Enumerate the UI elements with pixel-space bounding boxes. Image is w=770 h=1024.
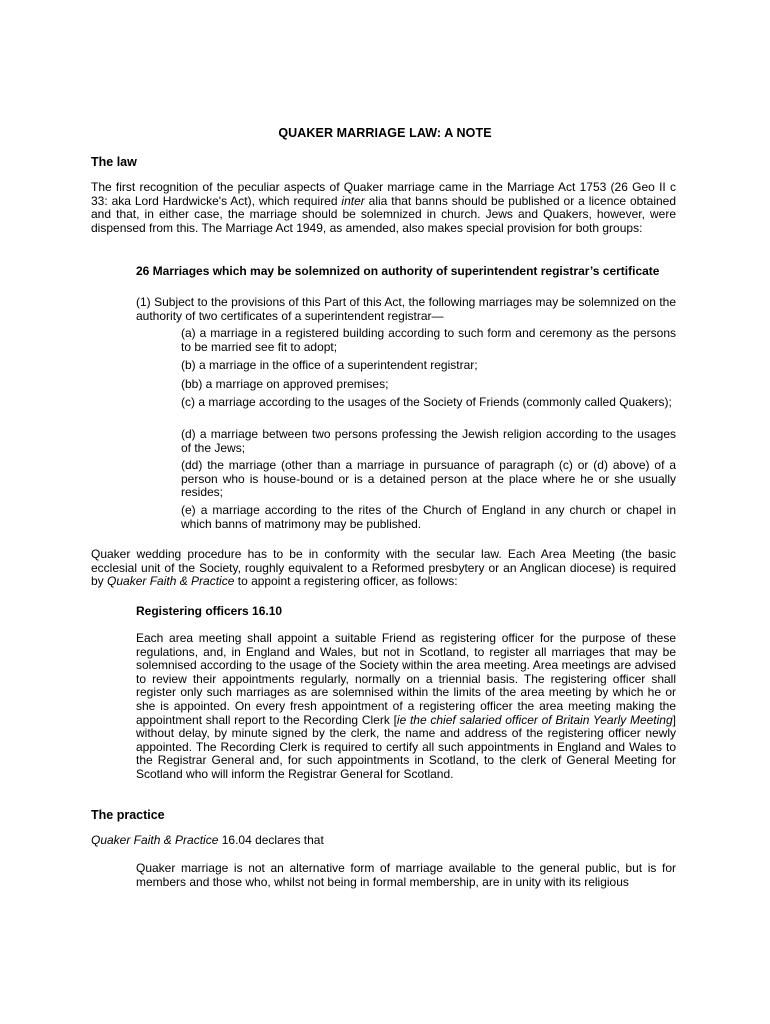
intro-text-1: The first recognition of the peculiar aspects of Quaker marriage came in the Marriage Act 1753 (26 Geo II c 33: aka Lord Hardwicke's Act), which required [91, 180, 676, 208]
procedure-paragraph [91, 548, 676, 589]
registering-heading: Registering officers 16.10 [136, 604, 283, 618]
intro-text-2: alia that banns should be published or a licence obtained and that, in either case, the marriage should be solemnized in church. Jews and Quakers, however, were dispensed from this. The Marriage Act 1949, as amended, also makes special provision for both groups: [91, 193, 677, 235]
intro-italic: inter [341, 193, 365, 208]
practice-text: 16.04 declares that [218, 833, 324, 847]
registering-italic: ie the chief salaried officer of Britain Yearly Meeting [396, 712, 673, 727]
act-item-bb: (bb) a marriage on approved premises; [181, 377, 389, 391]
act-item-b: (b) a marriage in the office of a superintendent registrar; [181, 358, 478, 372]
intro-paragraph [91, 181, 676, 235]
procedure-text-1: Quaker wedding procedure has to be in conformity with the secular law. Each Area Meeting (the basic ecclesial unit of the Society, roughly equivalent to a Reformed presbytery or an Anglican diocese) is required by [91, 547, 676, 589]
procedure-italic: Quaker Faith & Practice [107, 574, 235, 589]
registering-paragraph [136, 632, 676, 782]
act-section-heading: 26 Marriages which may be solemnized on authority of superintendent registrar’s certificate [136, 264, 660, 278]
act-item-e: (e) a marriage according to the rites of the Church of England in any church or chapel in which banns of matrimony may be published. [181, 503, 676, 531]
act-item-c: (c) a marriage according to the usages of the Society of Friends (commonly called Quakers); [181, 395, 672, 409]
practice-intro [91, 834, 676, 848]
quote-paragraph: Quaker marriage is not an alternative form of marriage available to the general public, but is for members and those who, whilst not being in formal membership, are in unity with its religious [136, 861, 676, 889]
section-heading-practice: The practice [91, 808, 165, 822]
act-item-dd: (dd) the marriage (other than a marriage in pursuance of paragraph (c) or (d) above) of a person who is house-bound or is a detained person at the place where he or she usually resides; [181, 458, 676, 500]
act-item-d: (d) a marriage between two persons professing the Jewish religion according to the usages of the Jews; [181, 427, 676, 455]
registering-text-2: ] without delay, by minute signed by the clerk, the name and address of the registering officer newly appointed. The Recording Clerk is required to certify all such appointments in England and Wales to the Registrar General and, for such appointments in Scotland, to the clerk of General Meeting for Scotland who will inform the Registrar General for Scotland. [136, 712, 676, 781]
practice-italic: Quaker Faith & Practice [91, 833, 219, 847]
procedure-text-2: to appoint a registering officer, as follows: [234, 574, 458, 589]
section-heading-law: The law [91, 155, 137, 169]
registering-text-1: Each area meeting shall appoint a suitable Friend as registering officer for the purpose of these regulations, and, in England and Wales, but not in Scotland, to register all marriages that may be solemnised according to the usage of the Society within the area meeting. Area meetings are advised to review their appointments regularly, normally on a triennial basis. The registering officer shall register only such marriages as are solemnised within the limits of the area meeting by which he or she is appointed. On every fresh appointment of a registering officer the area meeting making the appointment shall report to the Recording Clerk [ [136, 631, 676, 727]
act-subsection: (1) Subject to the provisions of this Part of this Act, the following marriages may be solemnized on the authority of two certificates of a superintendent registrar— [136, 295, 676, 323]
document-title: QUAKER MARRIAGE LAW: A NOTE [278, 126, 492, 140]
act-item-a: (a) a marriage in a registered building according to such form and ceremony as the persons to be married see fit to adopt; [181, 326, 676, 354]
